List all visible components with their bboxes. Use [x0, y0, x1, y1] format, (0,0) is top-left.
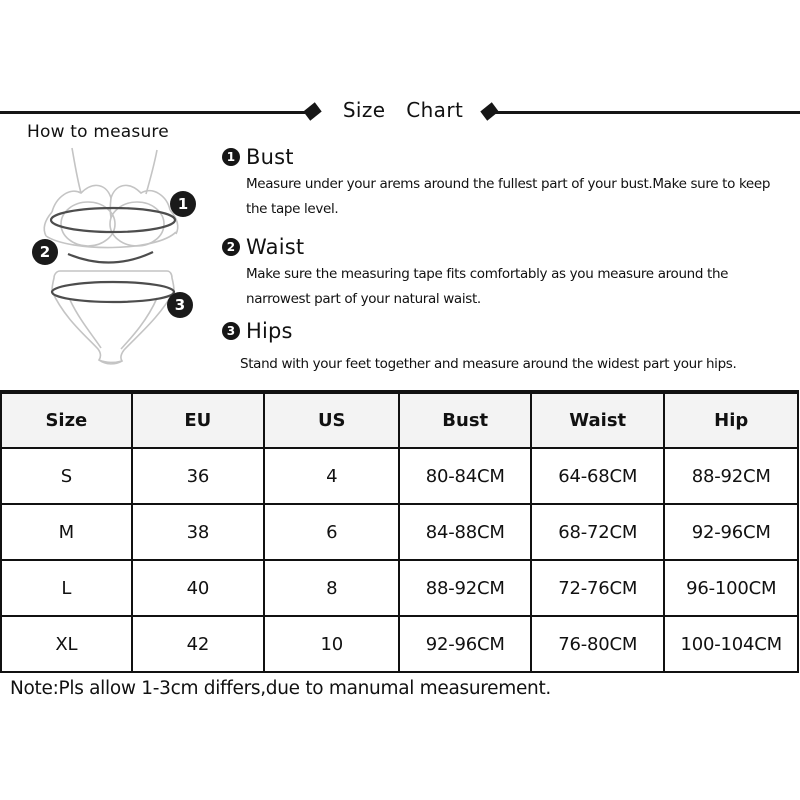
waist-number-badge: 2 — [222, 238, 240, 256]
col-header-bust: Bust — [399, 392, 531, 448]
cell-bust: 84-88CM — [399, 504, 531, 560]
cell-eu: 42 — [132, 616, 264, 672]
cell-eu: 38 — [132, 504, 264, 560]
col-header-us: US — [264, 392, 399, 448]
cell-eu: 40 — [132, 560, 264, 616]
section-bust-heading — [222, 145, 800, 169]
cell-size: M — [1, 504, 132, 560]
cell-waist: 64-68CM — [531, 448, 664, 504]
cell-size: S — [1, 448, 132, 504]
cell-waist: 68-72CM — [531, 504, 664, 560]
hip-marker-number: 3 — [174, 296, 186, 314]
bust-number-badge: 1 — [222, 148, 240, 166]
waist-heading-label: Waist — [246, 235, 305, 259]
size-table — [0, 390, 799, 673]
cell-waist: 76-80CM — [531, 616, 664, 672]
cell-size: XL — [1, 616, 132, 672]
bust-marker-number: 1 — [177, 195, 189, 213]
waist-tape-line — [68, 252, 153, 263]
waist-instructions: Make sure the measuring tape fits comfortably as you measure around the narrowest part of your natural waist. — [246, 266, 729, 307]
title-rule-right — [495, 111, 800, 114]
section-bust — [222, 145, 800, 222]
waist-marker — [32, 239, 58, 265]
cell-size: L — [1, 560, 132, 616]
col-header-eu: EU — [132, 392, 264, 448]
col-header-hip: Hip — [664, 392, 798, 448]
page-title: Size Chart — [342, 98, 464, 122]
measurement-note: Note:Pls allow 1-3cm differs,due to manumal measurement. — [10, 678, 552, 699]
diamond-icon-left — [303, 102, 321, 120]
table-row-m — [1, 504, 798, 560]
section-waist-heading — [222, 235, 800, 259]
cell-bust: 80-84CM — [399, 448, 531, 504]
bust-tape-line — [51, 208, 175, 232]
cell-us: 8 — [264, 560, 399, 616]
cell-us: 6 — [264, 504, 399, 560]
bust-heading-label: Bust — [246, 145, 294, 169]
cell-hip: 100-104CM — [664, 616, 798, 672]
cell-bust: 88-92CM — [399, 560, 531, 616]
table-row-s — [1, 448, 798, 504]
cell-us: 4 — [264, 448, 399, 504]
hip-marker — [167, 292, 193, 318]
cell-hip: 88-92CM — [664, 448, 798, 504]
section-waist — [222, 235, 800, 312]
how-to-measure-heading: How to measure — [27, 122, 169, 142]
hips-heading-label: Hips — [246, 319, 293, 343]
table-row-l — [1, 560, 798, 616]
title-rule-left — [0, 111, 305, 114]
bust-marker — [170, 191, 196, 217]
cell-bust: 92-96CM — [399, 616, 531, 672]
col-header-waist: Waist — [531, 392, 664, 448]
table-row-xl — [1, 616, 798, 672]
cell-hip: 96-100CM — [664, 560, 798, 616]
col-header-size: Size — [1, 392, 132, 448]
section-hips-heading — [222, 319, 800, 343]
section-hips — [222, 319, 800, 377]
cell-waist: 72-76CM — [531, 560, 664, 616]
hips-number-badge: 3 — [222, 322, 240, 340]
cell-us: 10 — [264, 616, 399, 672]
cell-eu: 36 — [132, 448, 264, 504]
waist-marker-number: 2 — [39, 243, 51, 261]
hips-instructions: Stand with your feet together and measure around the widest part your hips. — [240, 356, 737, 372]
bikini-measurement-illustration — [0, 140, 240, 380]
cell-hip: 92-96CM — [664, 504, 798, 560]
bust-instructions: Measure under your arems around the fullest part of your bust.Make sure to keep the tape level. — [246, 176, 771, 217]
size-table-header-row — [1, 392, 798, 448]
